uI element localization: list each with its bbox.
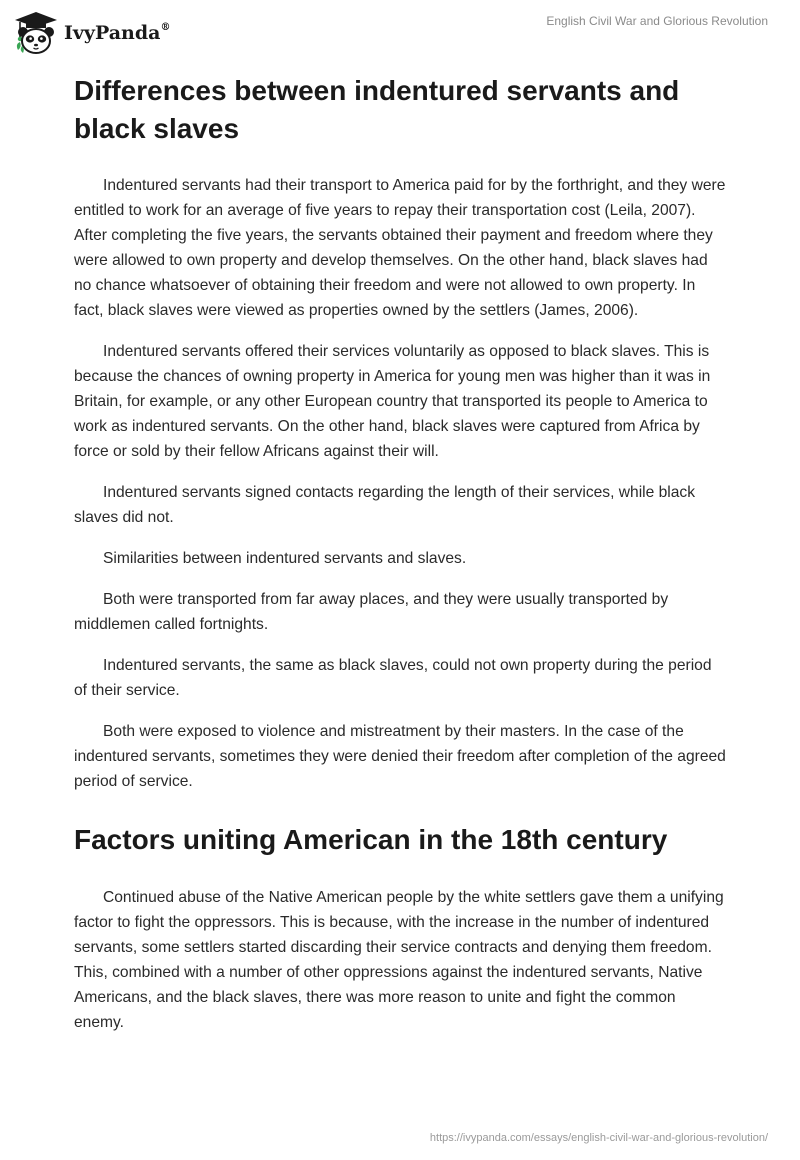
paragraph: Indentured servants had their transport to America paid for by the forthright, and they were entitled to work for an average of five years to repay their transportation cost (Leila, 2007). After completing the five years, the servants obtained their payment and freedom where they were allowed to own property and develop themselves. On the other hand, black slaves had no chance whatsoever of obtaining their freedom and were not allowed to own property. In fact, black slaves were viewed as properties owned by the settlers (James, 2006). [74,177,726,319]
document-title: English Civil War and Glorious Revolution [546,14,768,28]
paragraph: Indentured servants signed contacts regarding the length of their services, while black slaves did not. [74,484,696,526]
paragraph: Similarities between indentured servants and slaves. [103,550,467,567]
paragraph: Both were transported from far away places, and they were usually transported by middlemen called fortnights. [74,591,669,633]
paragraph: Continued abuse of the Native American people by the white settlers gave them a unifying factor to fight the oppressors. This is because, with the increase in the number of indentured servants, some settlers started discarding their service contracts and denying them freedom. This, combined with a number of other oppressions against the indentured servants, Native Americans, and the black slaves, there was more reason to unite and fight the common enemy. [74,889,724,1031]
article-body [74,72,726,1051]
section-heading: Factors uniting American in the 18th century [74,824,668,855]
section-heading: Differences between indentured servants and black slaves [74,75,680,144]
ivypanda-logo[interactable] [12,10,170,56]
paragraph: Both were exposed to violence and mistreatment by their masters. In the case of the indentured servants, sometimes they were denied their freedom after completion of the agreed period of service. [74,723,726,790]
paragraph: Indentured servants, the same as black slaves, could not own property during the period of their service. [74,657,712,699]
panda-graduate-icon [12,10,60,56]
brand-name: IvyPanda® [64,21,171,44]
registered-mark: ® [160,21,171,33]
paragraph: Indentured servants offered their services voluntarily as opposed to black slaves. This is because the chances of owning property in America for young men was higher than it was in Britain, for example, or any other European country that transported its people to America to work as indentured servants. On the other hand, black slaves were captured from Africa by force or sold by their fellow Africans against their will. [74,343,711,460]
source-url-link[interactable]: https://ivypanda.com/essays/english-civil-war-and-glorious-revolution/ [429,1132,768,1144]
